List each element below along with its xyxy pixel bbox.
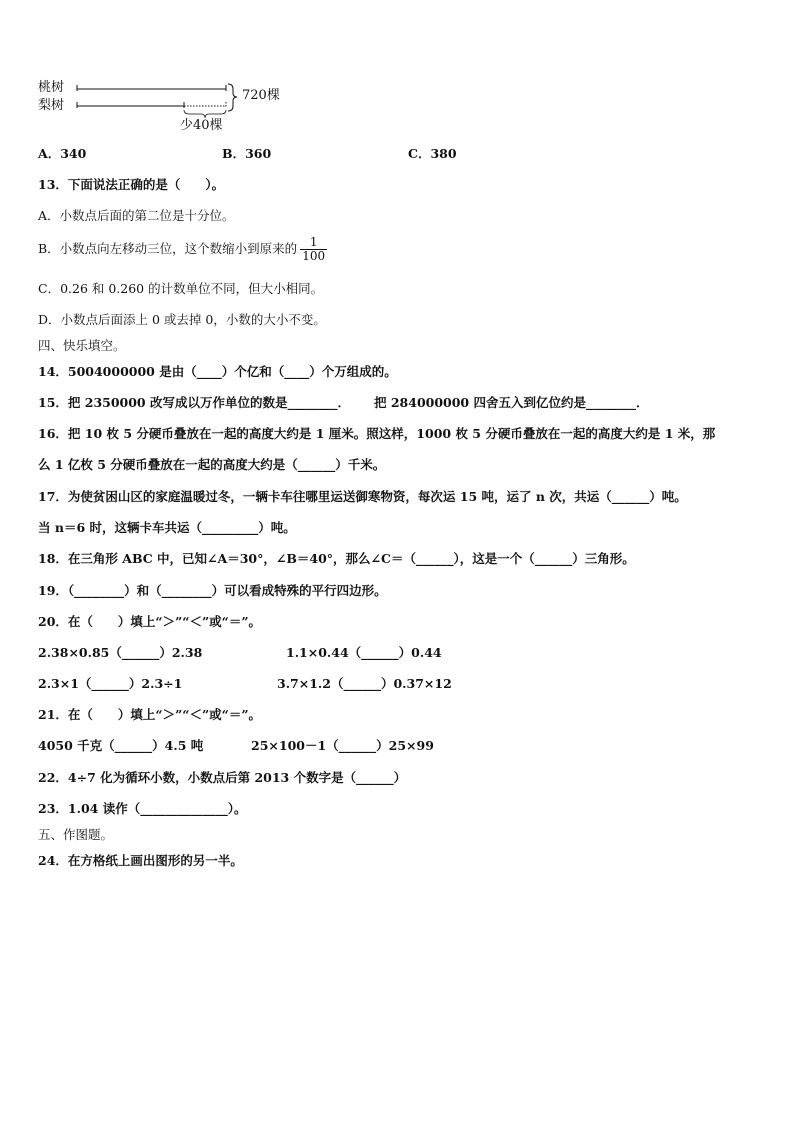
question-15-part-a: 15．把 2350000 改写成以万作单位的数是________．	[38, 395, 350, 410]
question-22: 22．4÷7 化为循环小数，小数点后第 2013 个数字是（______）	[38, 770, 407, 785]
question-17-line-2: 当 n＝6 时，这辆卡车共运（_________）吨。	[38, 520, 296, 535]
peach-tree-label: 桃树	[38, 80, 65, 95]
q13-stem: 13．下面说法正确的是（ ）。	[38, 177, 225, 192]
q12-option-b: B．360	[222, 146, 272, 161]
q12-option-a: A．340	[38, 146, 87, 161]
q13-option-b	[38, 236, 327, 263]
total-brace	[228, 84, 237, 111]
question-21-item-2: 25×100－1（______）25×99	[251, 738, 434, 753]
q13-option-d: D．小数点后面添上 0 或去掉 0，小数的大小不变。	[38, 312, 326, 327]
section-5-title: 五、作图题。	[38, 827, 114, 842]
section-4-title: 四、快乐填空。	[38, 338, 126, 353]
difference-brace	[184, 110, 226, 118]
pear-tree-label: 梨树	[38, 98, 65, 113]
question-20-item-2: 1.1×0.44（______）0.44	[286, 645, 442, 660]
question-15-part-b: 把 284000000 四舍五入到亿位约是________．	[374, 395, 649, 410]
total-label: 720棵	[242, 88, 280, 103]
question-20-stem: 20．在（ ）填上“＞”“＜”或“＝”。	[38, 614, 262, 629]
question-20-item-4: 3.7×1.2（______）0.37×12	[277, 676, 452, 691]
question-23: 23．1.04 读作（______________）。	[38, 801, 247, 816]
fraction	[300, 236, 327, 263]
bar-diagram	[38, 76, 298, 136]
question-16-line-1: 16．把 10 枚 5 分硬币叠放在一起的高度大约是 1 厘米。照这样，1000 枚 5 分硬币叠放在一起的高度大约是 1 米，那	[38, 426, 716, 441]
question-20-item-3: 2.3×1（______）2.3÷1	[38, 676, 183, 691]
q13-option-a: A．小数点后面的第二位是十分位。	[38, 208, 235, 223]
question-21-item-1: 4050 千克（______）4.5 吨	[38, 738, 204, 753]
question-14: 14．5004000000 是由（____）个亿和（____）个万组成的。	[38, 364, 397, 379]
question-16-line-2: 么 1 亿枚 5 分硬币叠放在一起的高度大约是（______）千米。	[38, 457, 386, 472]
question-17-line-1: 17．为使贫困山区的家庭温暖过冬，一辆卡车往哪里运送御寒物资，每次运 15 吨，运了 n 次，共运（______）吨。	[38, 489, 687, 504]
fraction-numerator: 1	[300, 236, 327, 250]
q13-option-b-text: B．小数点向左移动三位，这个数缩小到原来的	[38, 241, 298, 256]
difference-label: 少40棵	[180, 118, 223, 133]
question-20-item-1: 2.38×0.85（______）2.38	[38, 645, 203, 660]
question-19: 19．（________）和（________）可以看成特殊的平行四边形。	[38, 583, 387, 598]
fraction-denominator: 100	[302, 249, 326, 263]
question-21-stem: 21．在（ ）填上“＞”“＜”或“＝”。	[38, 707, 262, 722]
q13-option-c: C．0.26 和 0.260 的计数单位不同，但大小相同。	[38, 281, 324, 296]
question-18: 18．在三角形 ABC 中，已知∠A＝30°，∠B＝40°，那么∠C＝（______），这是一个（______）三角形。	[38, 551, 635, 566]
q12-option-c: C．380	[408, 146, 457, 161]
question-24: 24．在方格纸上画出图形的另一半。	[38, 853, 243, 868]
